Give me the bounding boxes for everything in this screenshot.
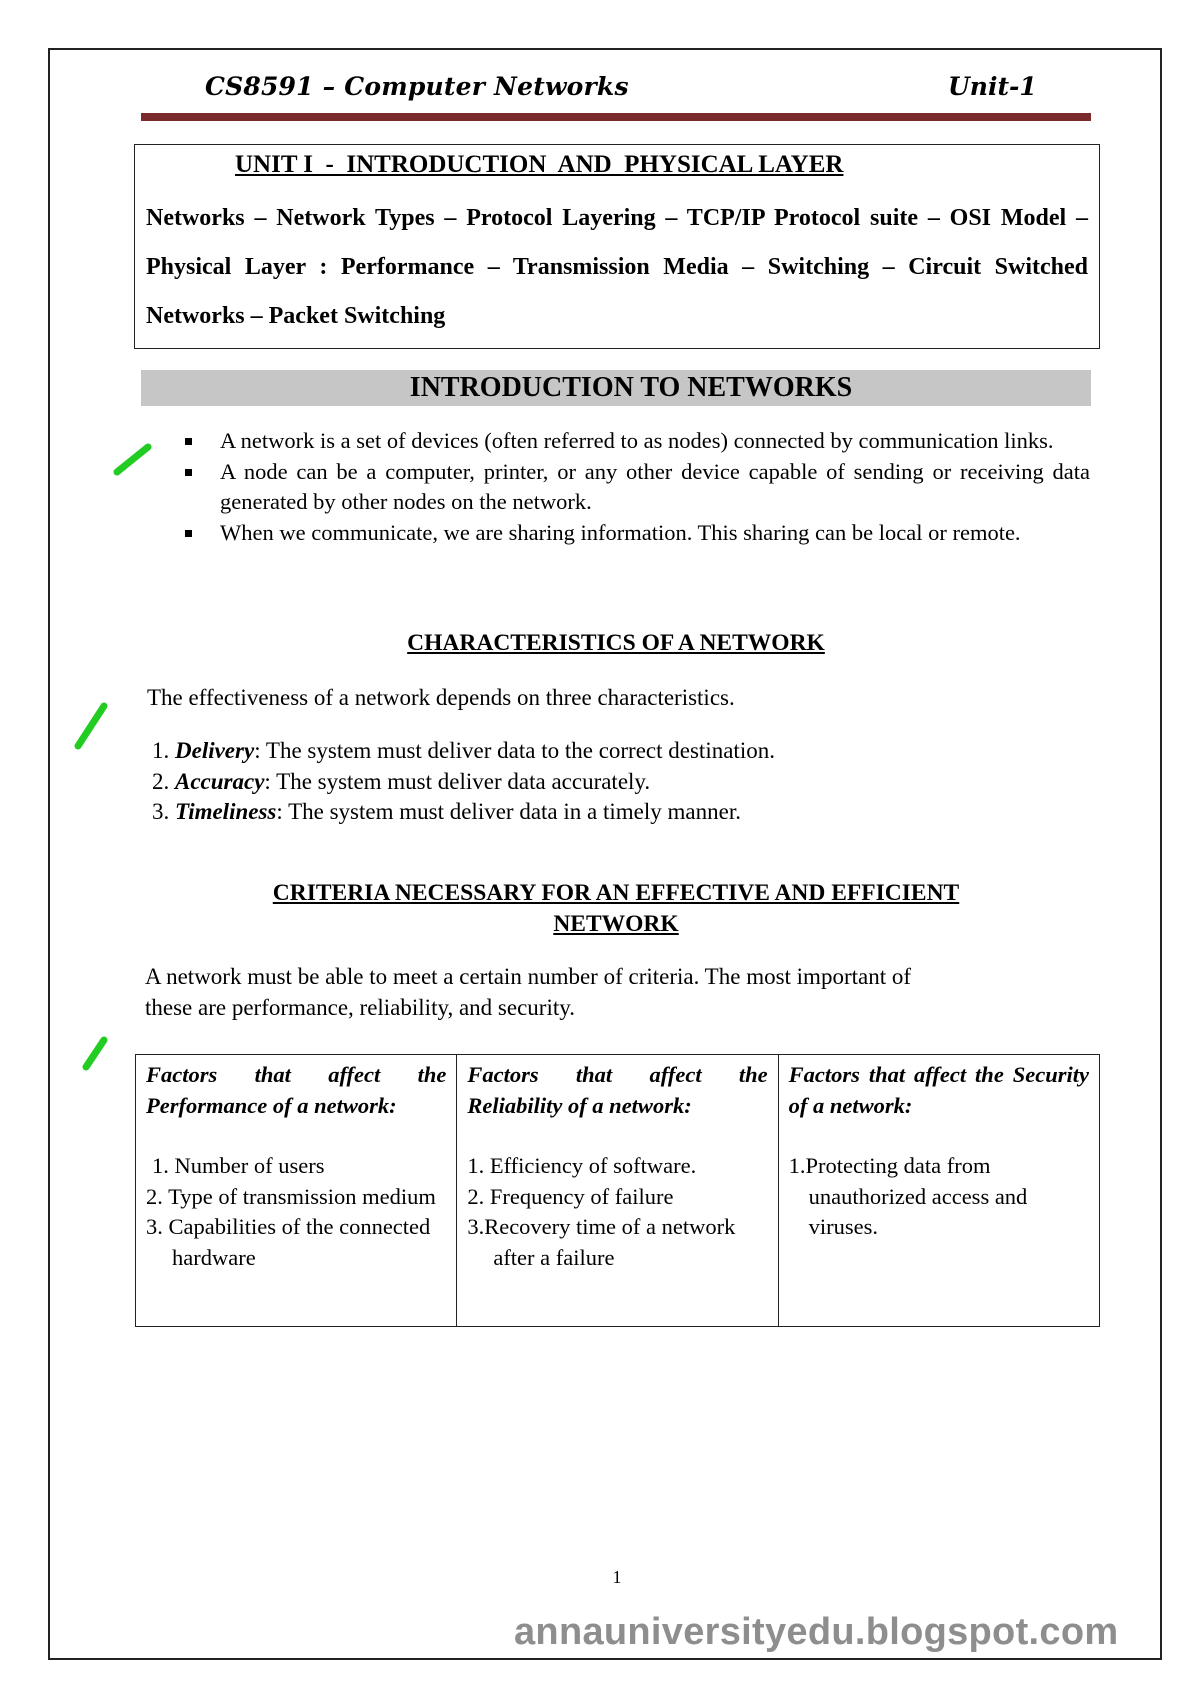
syllabus-box <box>134 144 1100 349</box>
header-rule <box>141 113 1091 121</box>
list-item: A network is a set of devices (often referred to as nodes) connected by communication links. <box>184 426 1090 457</box>
watermark: annauniversityedu.blogspot.com <box>514 1611 1119 1653</box>
list-item: 3.Recovery time of a network after a failure <box>467 1214 736 1270</box>
list-item: 1. Efficiency of software. <box>467 1153 697 1178</box>
list-item: 2. Type of transmission medium <box>146 1183 436 1209</box>
list-item: A node can be a computer, printer, or any other device capable of sending or receiving data generated by other nodes on the network. <box>184 457 1090 518</box>
green-check-mark-icon <box>112 441 154 477</box>
list-item: When we communicate, we are sharing information. This sharing can be local or remote. <box>184 518 1090 549</box>
green-check-mark-icon <box>72 700 112 752</box>
list-item: 1. Number of users <box>152 1153 325 1178</box>
characteristics-list <box>152 736 775 828</box>
course-title: CS8591 – Computer Networks <box>205 72 629 101</box>
list-item: 3. Capabilities of the connected hardware <box>146 1214 431 1270</box>
intro-bullet-list <box>184 426 1090 548</box>
security-factors-cell: Factors that affect the Security of a network: 1.Protecting data from unauthorized access and viruses. <box>778 1055 1099 1327</box>
section-title: INTRODUCTION TO NETWORKS <box>409 372 853 403</box>
performance-factors-cell: Factors that affect the Performance of a network: 1. Number of users 2. Type of transmission medium 3. Capabilities of the connected hardware <box>136 1055 457 1327</box>
list-item: 1.Protecting data from unauthorized access and viruses. <box>788 1153 1028 1239</box>
factors-table <box>135 1054 1100 1327</box>
green-check-mark-icon <box>80 1034 110 1072</box>
list-item: 2. Frequency of failure <box>467 1183 674 1209</box>
list-item: 3. Timeliness: The system must deliver data in a timely manner. <box>152 799 741 824</box>
list-item: 1. Delivery: The system must deliver data to the correct destination. <box>152 738 775 763</box>
characteristics-intro: The effectiveness of a network depends on three characteristics. <box>147 685 735 710</box>
list-item: 2. Accuracy: The system must deliver data accurately. <box>152 768 651 794</box>
page-number: 1 <box>612 1567 622 1587</box>
criteria-heading: CRITERIA NECESSARY FOR AN EFFECTIVE AND EFFICIENT NETWORK <box>272 880 960 937</box>
reliability-factors-cell: Factors that affect the Reliability of a network: 1. Efficiency of software. 2. Frequency of failure 3.Recovery time of a network after a failure <box>457 1055 778 1327</box>
syllabus-topics: Networks – Network Types – Protocol Layering – TCP/IP Protocol suite – OSI Model – Physical Layer : Performance – Transmission Media – Switching – Circuit Switched Networks – Packet Switching <box>146 205 1088 329</box>
unit-label: Unit-1 <box>948 72 1037 101</box>
characteristics-heading: CHARACTERISTICS OF A NETWORK <box>407 630 825 656</box>
section-banner <box>141 370 1091 406</box>
criteria-intro: A network must be able to meet a certain number of criteria. The most important of these are performance, reliability, and security. <box>145 964 912 1020</box>
syllabus-title: UNIT I - INTRODUCTION AND PHYSICAL LAYER <box>235 151 844 178</box>
